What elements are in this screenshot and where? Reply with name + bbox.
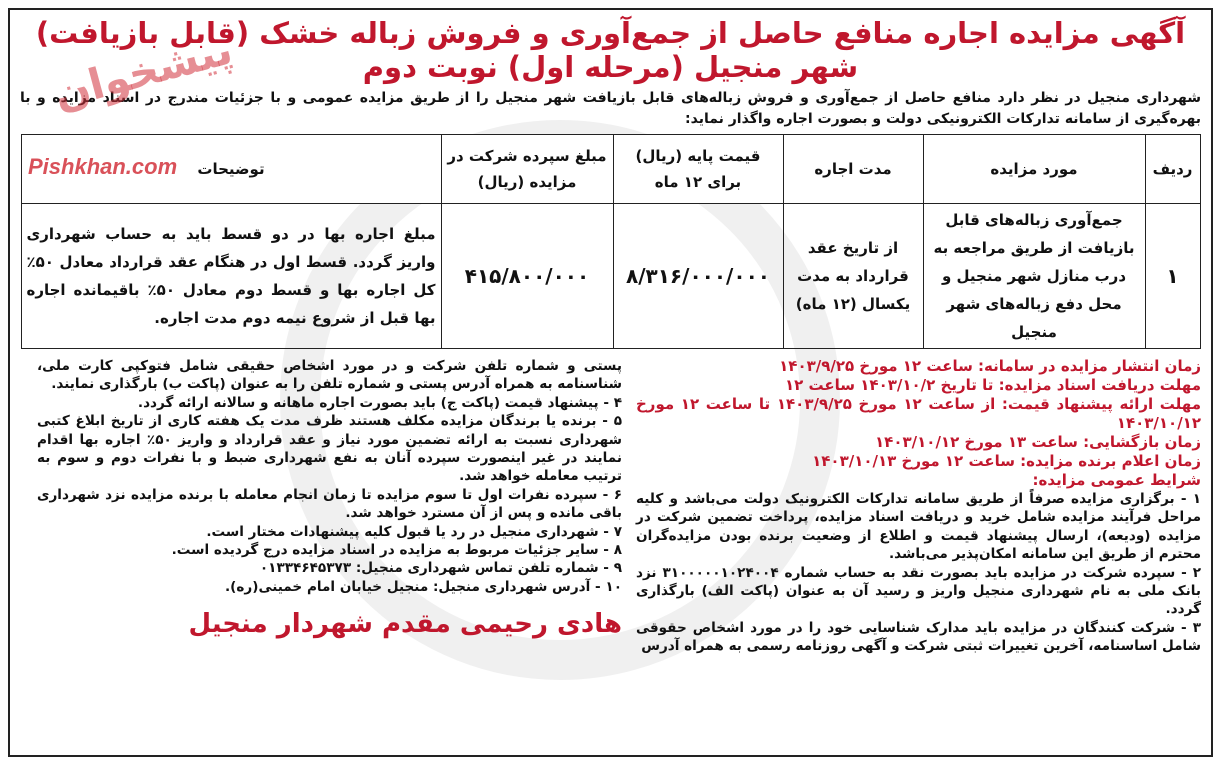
cell-row-number: ۱ bbox=[1145, 204, 1200, 349]
cell-description: مبلغ اجاره بها در دو قسط باید به حساب شهرداری واریز گردد. قسط اول در هنگام عقد قرارداد معادل ۵۰٪ کل اجاره بها و قسط دوم معادل ۵۰٪ باقیمانده اجاره بها قبل از شروع نیمه دوم مدت اجاره. bbox=[21, 204, 441, 349]
conditions-heading: شرایط عمومی مزایده: bbox=[1032, 471, 1201, 489]
condition-item: ۳ - شرکت کنندگان در مزایده باید مدارک شناسایی خود را در مورد اشخاص حقوقی شامل اساسنامه، آخرین تغییرات ثبتی شرکت و آگهی روزنامه رسمی به همراه آدرس bbox=[636, 619, 1201, 655]
date-docs-deadline: مهلت دریافت اسناد مزایده: تا تاریخ ۱۴۰۳/۱۰/۲ ساعت ۱۲ bbox=[785, 376, 1201, 394]
condition-item: ۸ - سایر جزئیات مربوط به مزایده در اسناد مزایده درج گردیده است. bbox=[171, 542, 622, 559]
auction-notice bbox=[8, 8, 1213, 757]
mayor-signature: هادی رحیمی مقدم شهردار منجیل bbox=[188, 609, 622, 640]
details-columns bbox=[10, 357, 1211, 656]
cell-subject: جمع‌آوری زباله‌های قابل بازیافت از طریق مراجعه به درب منازل شهر منجیل و محل دفع زباله‌های شهر منجیل bbox=[923, 204, 1145, 349]
date-offer-deadline: مهلت ارائه پیشنهاد قیمت: از ساعت ۱۲ مورخ ۱۴۰۳/۹/۲۵ تا ساعت ۱۲ مورخ ۱۴۰۳/۱۰/۱۲ bbox=[636, 395, 1201, 432]
notice-title bbox=[20, 16, 1201, 84]
date-winner: زمان اعلام برنده مزایده: ساعت ۱۲ مورخ ۱۴۰۳/۱۰/۱۳ bbox=[812, 452, 1201, 470]
dates-block bbox=[636, 357, 1201, 471]
condition-item: ۵ - برنده یا برندگان مزایده مکلف هستند ظرف مدت یک هفته کاری از تاریخ ابلاغ کتبی شهرداری نسبت به ارائه تضمین مورد نیاز و عقد قرارداد و واریز ۵۰٪ اجاره بها اقدام نمایند در غیر اینصورت سپرده آنان به نفع شهرداری ضبط و با نفرات دوم و سوم به ترتیب معامله خواهد شد. bbox=[37, 413, 622, 485]
date-opening: زمان بازگشایی: ساعت ۱۳ مورخ ۱۴۰۳/۱۰/۱۲ bbox=[875, 433, 1201, 451]
condition-item: ۷ - شهرداری منجیل در رد یا قبول کلیه پیشنهادات مختار است. bbox=[206, 523, 622, 540]
dates-and-conditions-column bbox=[636, 357, 1201, 656]
cell-deposit: ۴۱۵/۸۰۰/۰۰۰ bbox=[441, 204, 613, 349]
header-deposit: مبلغ سپرده شرکت در مزایده (ریال) bbox=[441, 135, 613, 204]
header-duration: مدت اجاره bbox=[783, 135, 923, 204]
condition-item: ۱۰ - آدرس شهرداری منجیل: منجیل خیابان امام خمینی(ره). bbox=[225, 578, 622, 595]
header-subject: مورد مزایده bbox=[923, 135, 1145, 204]
pishkhan-logo-en: Pishkhan.com bbox=[28, 154, 178, 179]
pishkhan-logo-fa: پیشخوان bbox=[48, 24, 238, 119]
conditions-continued-column bbox=[37, 357, 622, 656]
cell-base-price: ۸/۳۱۶/۰۰۰/۰۰۰ bbox=[613, 204, 783, 349]
date-publish: زمان انتشار مزایده در سامانه: ساعت ۱۲ مورخ ۱۴۰۳/۹/۲۵ bbox=[779, 357, 1201, 375]
intro-paragraph: شهرداری منجیل در نظر دارد منافع حاصل از جمع‌آوری و فروش زباله‌های قابل بازیافت شهر منجیل را از طریق مزایده عمومی و با جزئیات مندرج در اسناد مزایده و با بهره‌گیری از سامانه تدارکات الکترونیکی دولت و بصورت اجاره واگذار نماید: bbox=[20, 90, 1201, 127]
condition-item: ۹ - شماره تلفن تماس شهرداری منجیل: ۰۱۳۳۴۶۴۵۳۷۳ bbox=[259, 560, 622, 577]
condition-item: ۶ - سپرده نفرات اول تا سوم مزایده تا زمان انجام معامله با برنده مزایده نزد شهرداری باقی مانده و پس از آن مسترد خواهد شد. bbox=[37, 486, 622, 522]
auction-table bbox=[21, 134, 1201, 349]
table-row bbox=[21, 204, 1200, 349]
condition-item: ۲ - سپرده شرکت در مزایده باید بصورت نقد به حساب شماره ۳۱۰۰۰۰۰۱۰۲۴۰۰۴ نزد بانک ملی به نام شهرداری منجیل واریز و رسید آن به عنوان (پاکت الف) بارگذاری گردد. bbox=[636, 564, 1201, 618]
header-row-number: ردیف bbox=[1145, 135, 1200, 204]
table-header-row bbox=[21, 135, 1200, 204]
header-base-price: قیمت پایه (ریال) برای ۱۲ ماه bbox=[613, 135, 783, 204]
condition-item: ۴ - پیشنهاد قیمت (پاکت ج) باید بصورت اجاره ماهانه و سالانه ارائه گردد. bbox=[137, 394, 622, 411]
title-line-2: شهر منجیل (مرحله اول) نوبت دوم bbox=[362, 50, 859, 84]
condition-item: ۱ - برگزاری مزایده صرفاً از طریق سامانه تدارکات الکترونیک دولت می‌باشد و کلیه مراحل فرآیند مزایده شامل خرید و دریافت اسناد مزایده، پرداخت تضمین شرکت در مزایده (ودیعه)، ارسال پیشنهاد قیمت و اطلاع از وضعیت برنده بودن مزایده‌گران محترم از طریق این سامانه امکان‌پذیر می‌باشد. bbox=[636, 491, 1201, 563]
cell-duration: از تاریخ عقد قرارداد به مدت یکسال (۱۲ ماه) bbox=[783, 204, 923, 349]
header-description: توضیحات bbox=[21, 135, 441, 204]
condition-item: پستی و شماره تلفن شرکت و در مورد اشخاص حقیقی شامل فتوکپی کارت ملی، شناسنامه به همراه آدرس پستی و شماره تلفن را به عنوان (پاکت ب) بارگذاری نمایند. bbox=[37, 358, 622, 393]
title-line-1: آگهی مزایده اجاره منافع حاصل از جمع‌آوری و فروش زباله خشک (قابل بازیافت) bbox=[35, 16, 1186, 50]
